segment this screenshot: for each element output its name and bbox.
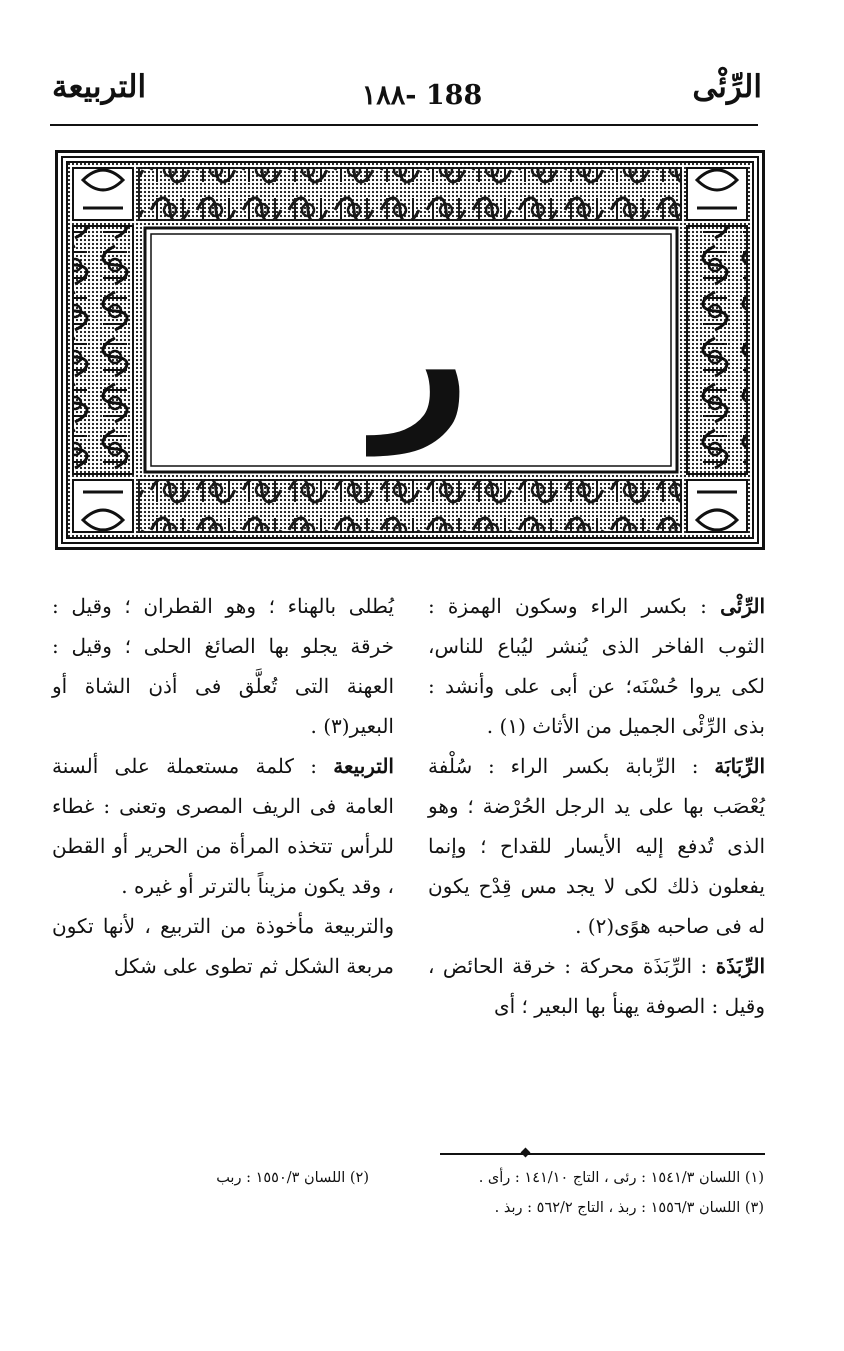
footnote-rule <box>440 1153 765 1155</box>
entry-paragraph <box>52 586 394 746</box>
entry-term: الرِّبَذَة <box>715 954 765 978</box>
chapter-letter: ر <box>373 258 471 456</box>
entry-paragraph <box>428 946 765 1026</box>
footnote: (١) اللسان ١٥٤١/٣ : رئى ، التاج ١٤١/١٠ : رأى . <box>478 1170 764 1186</box>
entry-term: التربيعة <box>333 754 394 778</box>
entry-text: : كلمة مستعملة على ألسنة العامة فى الريف المصرى وتعنى : غطاء للرأس تتخذه المرأة من الحرير أو القطن ، وقد يكون مزيناً بالترتر أو غيره . <box>52 754 394 898</box>
entry-term: الرِّئْى <box>720 594 765 618</box>
footnote: (٣) اللسان ١٥٥٦/٣ : ربذ ، التاج ٥٦٢/٢ : ربذ . <box>494 1200 764 1216</box>
entry-term: الرِّبَابَة <box>714 754 765 778</box>
footnotes-right <box>404 1163 764 1223</box>
running-head-right: الرِّئْى <box>692 69 762 105</box>
footnote-rule-ornament <box>521 1148 531 1158</box>
entry-text: : الرِّبابة بكسر الراء : سُلْفة يُعْصَب بها على يد الرجل الحُرْضة ؛ وهو الذى تُدفع إليه الأيسار للقداح ؛ وإنما يفعلون ذلك لكى لا يجد مس قِدْح يكون له فى صاحبه هوًى(٢) . <box>428 754 765 938</box>
entry-paragraph <box>428 746 765 946</box>
entry-text: يُطلى بالهناء ؛ وهو القطران ؛ وقيل : خرقة يجلو بها الصائغ الحلى ؛ وقيل : العهنة التى تُعلَّق فى أذن الشاة أو البعير(٣) . <box>52 594 394 738</box>
text-column-right <box>428 586 765 1026</box>
footnotes-left <box>69 1163 369 1193</box>
entry-text: والتربيعة مأخوذة من التربيع ، لأنها تكون مربعة الشكل ثم تطوى على شكل <box>52 914 394 978</box>
header-rule <box>50 124 758 126</box>
text-column-left <box>52 586 394 986</box>
entry-text: : الرِّبَذَة محركة : خرقة الحائض ، وقيل : الصوفة يهنأ بها البعير ؛ أى <box>428 954 765 1018</box>
entry-paragraph <box>52 746 394 906</box>
footnote: (٢) اللسان ١٥٥٠/٣ : ربب <box>216 1170 369 1186</box>
page-number: ١٨٨- 188 <box>361 80 483 111</box>
entry-paragraph <box>52 906 394 986</box>
entry-paragraph <box>428 586 765 746</box>
entry-text: : بكسر الراء وسكون الهمزة : الثوب الفاخر الذى يُنشر ليُباع للناس، لكى يروا حُسْنَه؛ عن أبى على وأنشد : بذى الرِّئْى الجميل من الأثاث (١) . <box>428 594 765 738</box>
running-head-left: التربيعة <box>52 69 147 105</box>
